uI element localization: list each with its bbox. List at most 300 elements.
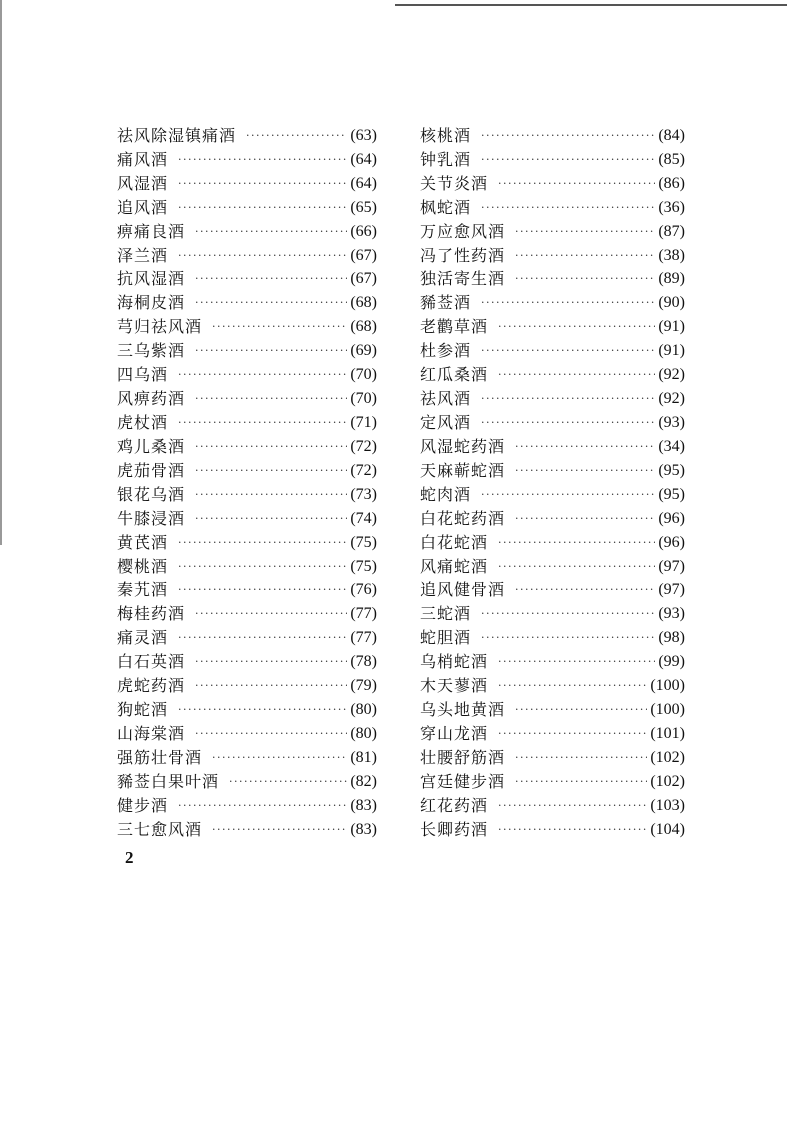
paren-open: ( bbox=[350, 748, 356, 766]
paren-close: ) bbox=[679, 437, 685, 455]
entry-page: 78 bbox=[355, 653, 372, 671]
entry-page: 64 bbox=[355, 150, 372, 168]
paren-close: ) bbox=[371, 198, 377, 216]
paren-close: ) bbox=[679, 629, 685, 647]
paren-close: ) bbox=[371, 342, 377, 360]
dot-leader bbox=[178, 628, 347, 648]
paren-open: ( bbox=[650, 725, 656, 742]
entry-title: 白石英酒 bbox=[117, 652, 186, 672]
toc-entry bbox=[420, 459, 685, 483]
entry-page: 87 bbox=[663, 222, 680, 240]
paren-open: ( bbox=[350, 581, 356, 599]
paren-open: ( bbox=[350, 533, 356, 551]
entry-title: 三七愈风酒 bbox=[117, 819, 203, 839]
paren-close: ) bbox=[679, 677, 685, 695]
entry-page: 97 bbox=[663, 581, 680, 599]
toc-entry bbox=[117, 746, 377, 770]
paren-close: ) bbox=[679, 701, 685, 719]
paren-close: ) bbox=[371, 820, 377, 838]
entry-page: 38 bbox=[663, 246, 680, 264]
dot-leader bbox=[481, 413, 655, 433]
entry-title: 虎杖酒 bbox=[117, 413, 169, 433]
page-number: 2 bbox=[125, 848, 134, 867]
dot-leader bbox=[195, 509, 347, 529]
dot-leader bbox=[195, 293, 347, 313]
dot-leader bbox=[195, 389, 347, 409]
paren-close: ) bbox=[679, 414, 685, 432]
paren-open: ( bbox=[658, 557, 664, 575]
entry-page: 74 bbox=[355, 509, 372, 527]
entry-title: 风湿酒 bbox=[117, 173, 169, 193]
entry-title: 祛风酒 bbox=[420, 389, 472, 409]
entry-page: 72 bbox=[355, 437, 372, 455]
entry-page: 102 bbox=[655, 772, 680, 790]
entry-page: 81 bbox=[355, 748, 372, 766]
paren-close: ) bbox=[679, 533, 685, 551]
dot-leader bbox=[515, 748, 647, 768]
toc-entry bbox=[420, 674, 685, 698]
toc-entry bbox=[117, 818, 377, 842]
entry-page: 66 bbox=[355, 222, 372, 240]
paren-close: ) bbox=[679, 796, 685, 814]
dot-leader bbox=[515, 461, 655, 481]
toc-entry bbox=[420, 531, 685, 555]
paren-open: ( bbox=[350, 126, 356, 144]
entry-page: 89 bbox=[663, 270, 680, 288]
entry-page: 84 bbox=[663, 126, 680, 144]
entry-page: 86 bbox=[663, 174, 680, 192]
entry-page: 103 bbox=[655, 796, 680, 814]
toc-entry bbox=[420, 315, 685, 339]
entry-page: 102 bbox=[655, 748, 680, 766]
dot-leader bbox=[481, 389, 655, 409]
dot-leader bbox=[481, 198, 655, 218]
entry-title: 海桐皮酒 bbox=[117, 293, 186, 313]
dot-leader bbox=[481, 150, 655, 170]
entry-title: 蛇胆酒 bbox=[420, 628, 472, 648]
paren-open: ( bbox=[350, 366, 356, 384]
paren-close: ) bbox=[679, 174, 685, 192]
toc-entry bbox=[420, 220, 685, 244]
entry-title: 鸡儿桑酒 bbox=[117, 436, 186, 456]
toc-entry bbox=[117, 220, 377, 244]
dot-leader bbox=[498, 796, 647, 816]
toc-entry bbox=[117, 483, 377, 507]
toc-entry bbox=[420, 148, 685, 172]
dot-leader bbox=[515, 580, 655, 600]
paren-open: ( bbox=[350, 414, 356, 432]
paren-close: ) bbox=[679, 342, 685, 360]
paren-close: ) bbox=[371, 557, 377, 575]
paren-close: ) bbox=[679, 820, 685, 838]
paren-open: ( bbox=[658, 509, 664, 527]
toc-entry bbox=[420, 507, 685, 531]
dot-leader bbox=[178, 198, 347, 218]
paren-open: ( bbox=[658, 174, 664, 192]
entry-title: 痛风酒 bbox=[117, 149, 169, 169]
paren-close: ) bbox=[371, 629, 377, 647]
entry-page: 96 bbox=[663, 533, 680, 551]
entry-page: 67 bbox=[355, 270, 372, 288]
dot-leader bbox=[195, 604, 347, 624]
paren-open: ( bbox=[658, 126, 664, 144]
paren-open: ( bbox=[658, 653, 664, 671]
toc-entry bbox=[117, 602, 377, 626]
paren-close: ) bbox=[371, 461, 377, 479]
dot-leader bbox=[246, 126, 347, 146]
entry-title: 红花药酒 bbox=[420, 795, 489, 815]
toc-entry bbox=[420, 555, 685, 579]
dot-leader bbox=[212, 820, 347, 840]
toc-entry bbox=[117, 650, 377, 674]
entry-page: 82 bbox=[355, 772, 372, 790]
entry-page: 98 bbox=[663, 629, 680, 647]
entry-title: 虎蛇药酒 bbox=[117, 676, 186, 696]
paren-open: ( bbox=[350, 605, 356, 623]
paren-close: ) bbox=[371, 150, 377, 168]
paren-open: ( bbox=[658, 222, 664, 240]
paren-open: ( bbox=[658, 414, 664, 432]
paren-open: ( bbox=[350, 294, 356, 312]
paren-open: ( bbox=[658, 581, 664, 599]
dot-leader bbox=[515, 509, 655, 529]
entry-title: 狗蛇酒 bbox=[117, 700, 169, 720]
entry-title: 三乌紫酒 bbox=[117, 341, 186, 361]
paren-open: ( bbox=[350, 246, 356, 264]
dot-leader bbox=[481, 126, 655, 146]
paren-close: ) bbox=[371, 246, 377, 264]
toc-entry bbox=[420, 268, 685, 292]
paren-close: ) bbox=[371, 701, 377, 719]
dot-leader bbox=[515, 437, 655, 457]
toc-entry bbox=[420, 818, 685, 842]
entry-title: 钟乳酒 bbox=[420, 149, 472, 169]
scan-edge-line bbox=[395, 4, 787, 6]
entry-page: 91 bbox=[663, 318, 680, 336]
entry-title: 祛风除湿镇痛酒 bbox=[117, 125, 237, 145]
paren-open: ( bbox=[658, 246, 664, 264]
toc-entry bbox=[117, 172, 377, 196]
toc-entry bbox=[117, 244, 377, 268]
toc-entry bbox=[420, 411, 685, 435]
dot-leader bbox=[498, 820, 647, 840]
entry-title: 豨莶白果叶酒 bbox=[117, 771, 220, 791]
entry-page: 83 bbox=[355, 820, 372, 838]
paren-close: ) bbox=[679, 557, 685, 575]
paren-open: ( bbox=[350, 342, 356, 360]
entry-title: 追风健骨酒 bbox=[420, 580, 506, 600]
paren-close: ) bbox=[679, 461, 685, 479]
entry-page: 83 bbox=[355, 796, 372, 814]
dot-leader bbox=[178, 246, 347, 266]
dot-leader bbox=[498, 652, 655, 672]
paren-open: ( bbox=[350, 677, 356, 695]
paren-close: ) bbox=[679, 605, 685, 623]
entry-page: 67 bbox=[355, 246, 372, 264]
paren-close: ) bbox=[371, 222, 377, 240]
paren-open: ( bbox=[350, 509, 356, 527]
paren-close: ) bbox=[371, 174, 377, 192]
dot-leader bbox=[481, 628, 655, 648]
dot-leader bbox=[178, 580, 347, 600]
toc-entry bbox=[117, 291, 377, 315]
paren-open: ( bbox=[658, 461, 664, 479]
entry-page: 91 bbox=[663, 342, 680, 360]
paren-close: ) bbox=[371, 294, 377, 312]
entry-title: 三蛇酒 bbox=[420, 604, 472, 624]
paren-close: ) bbox=[371, 796, 377, 814]
paren-open: ( bbox=[350, 653, 356, 671]
toc-right-column bbox=[420, 124, 685, 842]
toc-entry bbox=[420, 794, 685, 818]
entry-page: 100 bbox=[655, 701, 680, 719]
toc-entry bbox=[117, 698, 377, 722]
paren-open: ( bbox=[658, 485, 664, 503]
dot-leader bbox=[515, 269, 655, 289]
paren-open: ( bbox=[350, 629, 356, 647]
dot-leader bbox=[178, 365, 347, 385]
paren-close: ) bbox=[371, 605, 377, 623]
entry-title: 樱桃酒 bbox=[117, 556, 169, 576]
toc-entry bbox=[117, 531, 377, 555]
toc-entry bbox=[420, 579, 685, 603]
dot-leader bbox=[178, 174, 347, 194]
dot-leader bbox=[212, 748, 347, 768]
dot-leader bbox=[498, 365, 655, 385]
entry-title: 芎归祛风酒 bbox=[117, 317, 203, 337]
entry-page: 79 bbox=[355, 677, 372, 695]
toc-entry bbox=[420, 387, 685, 411]
entry-page: 80 bbox=[355, 725, 372, 742]
entry-page: 80 bbox=[355, 701, 372, 719]
entry-title: 抗风湿酒 bbox=[117, 269, 186, 289]
toc-entry bbox=[117, 722, 377, 746]
entry-title: 杜参酒 bbox=[420, 341, 472, 361]
toc-entry bbox=[117, 148, 377, 172]
toc-entry bbox=[117, 459, 377, 483]
paren-close: ) bbox=[679, 222, 685, 240]
paren-close: ) bbox=[679, 366, 685, 384]
entry-title: 泽兰酒 bbox=[117, 245, 169, 265]
paren-open: ( bbox=[350, 725, 356, 742]
entry-page: 93 bbox=[663, 414, 680, 432]
entry-title: 乌头地黄酒 bbox=[420, 700, 506, 720]
paren-open: ( bbox=[658, 150, 664, 168]
dot-leader bbox=[498, 724, 647, 744]
toc-entry bbox=[420, 602, 685, 626]
entry-title: 追风酒 bbox=[117, 197, 169, 217]
entry-page: 72 bbox=[355, 461, 372, 479]
entry-title: 蛇肉酒 bbox=[420, 484, 472, 504]
dot-leader bbox=[498, 676, 647, 696]
entry-page: 93 bbox=[663, 605, 680, 623]
dot-leader bbox=[178, 533, 347, 553]
paren-open: ( bbox=[650, 796, 656, 814]
paren-open: ( bbox=[658, 294, 664, 312]
paren-open: ( bbox=[350, 318, 356, 336]
toc-entry bbox=[117, 124, 377, 148]
entry-title: 长卿药酒 bbox=[420, 819, 489, 839]
entry-page: 100 bbox=[655, 677, 680, 695]
entry-title: 山海棠酒 bbox=[117, 724, 186, 743]
paren-open: ( bbox=[350, 437, 356, 455]
toc-entry bbox=[117, 555, 377, 579]
toc-entry bbox=[117, 507, 377, 531]
paren-close: ) bbox=[679, 509, 685, 527]
toc-entry bbox=[420, 124, 685, 148]
entry-page: 73 bbox=[355, 485, 372, 503]
dot-leader bbox=[498, 174, 655, 194]
entry-page: 92 bbox=[663, 390, 680, 408]
entry-title: 核桃酒 bbox=[420, 125, 472, 145]
entry-page: 75 bbox=[355, 533, 372, 551]
paren-open: ( bbox=[350, 222, 356, 240]
paren-close: ) bbox=[679, 390, 685, 408]
toc-entry bbox=[420, 196, 685, 220]
dot-leader bbox=[229, 772, 347, 792]
toc-entry bbox=[420, 626, 685, 650]
toc-entry bbox=[117, 363, 377, 387]
paren-open: ( bbox=[658, 605, 664, 623]
paren-open: ( bbox=[350, 461, 356, 479]
paren-close: ) bbox=[371, 509, 377, 527]
paren-close: ) bbox=[679, 126, 685, 144]
paren-open: ( bbox=[658, 198, 664, 216]
entry-title: 银花乌酒 bbox=[117, 484, 186, 504]
paren-open: ( bbox=[658, 629, 664, 647]
dot-leader bbox=[515, 700, 647, 720]
paren-close: ) bbox=[679, 198, 685, 216]
dot-leader bbox=[481, 341, 655, 361]
toc-entry bbox=[420, 363, 685, 387]
entry-title: 风痛蛇酒 bbox=[420, 556, 489, 576]
paren-open: ( bbox=[350, 198, 356, 216]
entry-title: 冯了性药酒 bbox=[420, 245, 506, 265]
entry-title: 关节炎酒 bbox=[420, 173, 489, 193]
entry-page: 65 bbox=[355, 198, 372, 216]
entry-title: 枫蛇酒 bbox=[420, 197, 472, 217]
dot-leader bbox=[178, 150, 347, 170]
dot-leader bbox=[212, 317, 347, 337]
paren-open: ( bbox=[650, 701, 656, 719]
entry-title: 风湿蛇药酒 bbox=[420, 436, 506, 456]
toc-entry bbox=[117, 411, 377, 435]
paren-open: ( bbox=[650, 677, 656, 695]
toc-entry bbox=[420, 339, 685, 363]
entry-title: 痛灵酒 bbox=[117, 628, 169, 648]
dot-leader bbox=[195, 222, 347, 242]
dot-leader bbox=[195, 437, 347, 457]
toc-entry bbox=[117, 435, 377, 459]
paren-open: ( bbox=[350, 390, 356, 408]
paren-close: ) bbox=[679, 485, 685, 503]
toc-entry bbox=[420, 698, 685, 722]
paren-close: ) bbox=[371, 581, 377, 599]
entry-title: 四乌酒 bbox=[117, 365, 169, 385]
paren-open: ( bbox=[650, 772, 656, 790]
entry-title: 独活寄生酒 bbox=[420, 269, 506, 289]
dot-leader bbox=[481, 485, 655, 505]
paren-close: ) bbox=[371, 653, 377, 671]
paren-close: ) bbox=[679, 725, 685, 742]
toc-entry bbox=[117, 196, 377, 220]
toc-entry bbox=[420, 244, 685, 268]
dot-leader bbox=[195, 652, 347, 672]
entry-page: 97 bbox=[663, 557, 680, 575]
entry-title: 老鹳草酒 bbox=[420, 317, 489, 337]
entry-page: 101 bbox=[655, 725, 680, 742]
entry-page: 36 bbox=[663, 198, 680, 216]
paren-open: ( bbox=[350, 174, 356, 192]
toc-entry bbox=[117, 770, 377, 794]
paren-open: ( bbox=[658, 270, 664, 288]
entry-title: 豨莶酒 bbox=[420, 293, 472, 313]
entry-title: 虎茄骨酒 bbox=[117, 460, 186, 480]
entry-title: 红瓜桑酒 bbox=[420, 365, 489, 385]
paren-open: ( bbox=[350, 270, 356, 288]
paren-close: ) bbox=[371, 677, 377, 695]
toc-entry bbox=[420, 172, 685, 196]
toc-entry bbox=[420, 746, 685, 770]
entry-page: 104 bbox=[655, 820, 680, 838]
toc-entry bbox=[117, 339, 377, 363]
toc-entry bbox=[117, 579, 377, 603]
entry-page: 95 bbox=[663, 461, 680, 479]
entry-page: 76 bbox=[355, 581, 372, 599]
paren-close: ) bbox=[371, 772, 377, 790]
entry-page: 77 bbox=[355, 605, 372, 623]
paren-close: ) bbox=[371, 748, 377, 766]
dot-leader bbox=[195, 676, 347, 696]
toc-entry bbox=[420, 722, 685, 746]
dot-leader bbox=[195, 485, 347, 505]
paren-close: ) bbox=[371, 437, 377, 455]
toc-entry bbox=[117, 626, 377, 650]
dot-leader bbox=[481, 293, 655, 313]
entry-title: 壮腰舒筋酒 bbox=[420, 747, 506, 767]
entry-title: 黄芪酒 bbox=[117, 532, 169, 552]
scan-margin-line bbox=[0, 0, 2, 545]
paren-open: ( bbox=[658, 318, 664, 336]
entry-title: 万应愈风酒 bbox=[420, 221, 506, 241]
entry-title: 痹痛良酒 bbox=[117, 221, 186, 241]
paren-open: ( bbox=[350, 150, 356, 168]
entry-page: 90 bbox=[663, 294, 680, 312]
toc-entry bbox=[420, 435, 685, 459]
paren-close: ) bbox=[679, 653, 685, 671]
entry-title: 穿山龙酒 bbox=[420, 724, 489, 743]
paren-open: ( bbox=[658, 390, 664, 408]
paren-close: ) bbox=[679, 748, 685, 766]
paren-open: ( bbox=[350, 772, 356, 790]
entry-title: 木天蓼酒 bbox=[420, 676, 489, 696]
paren-close: ) bbox=[679, 318, 685, 336]
entry-page: 69 bbox=[355, 342, 372, 360]
entry-page: 75 bbox=[355, 557, 372, 575]
dot-leader bbox=[515, 772, 647, 792]
toc-entry bbox=[420, 650, 685, 674]
entry-page: 95 bbox=[663, 485, 680, 503]
entry-page: 63 bbox=[355, 126, 372, 144]
entry-page: 99 bbox=[663, 653, 680, 671]
dot-leader bbox=[195, 269, 347, 289]
paren-close: ) bbox=[371, 414, 377, 432]
dot-leader bbox=[195, 724, 347, 744]
entry-title: 健步酒 bbox=[117, 795, 169, 815]
paren-open: ( bbox=[658, 533, 664, 551]
entry-page: 85 bbox=[663, 150, 680, 168]
paren-open: ( bbox=[650, 748, 656, 766]
